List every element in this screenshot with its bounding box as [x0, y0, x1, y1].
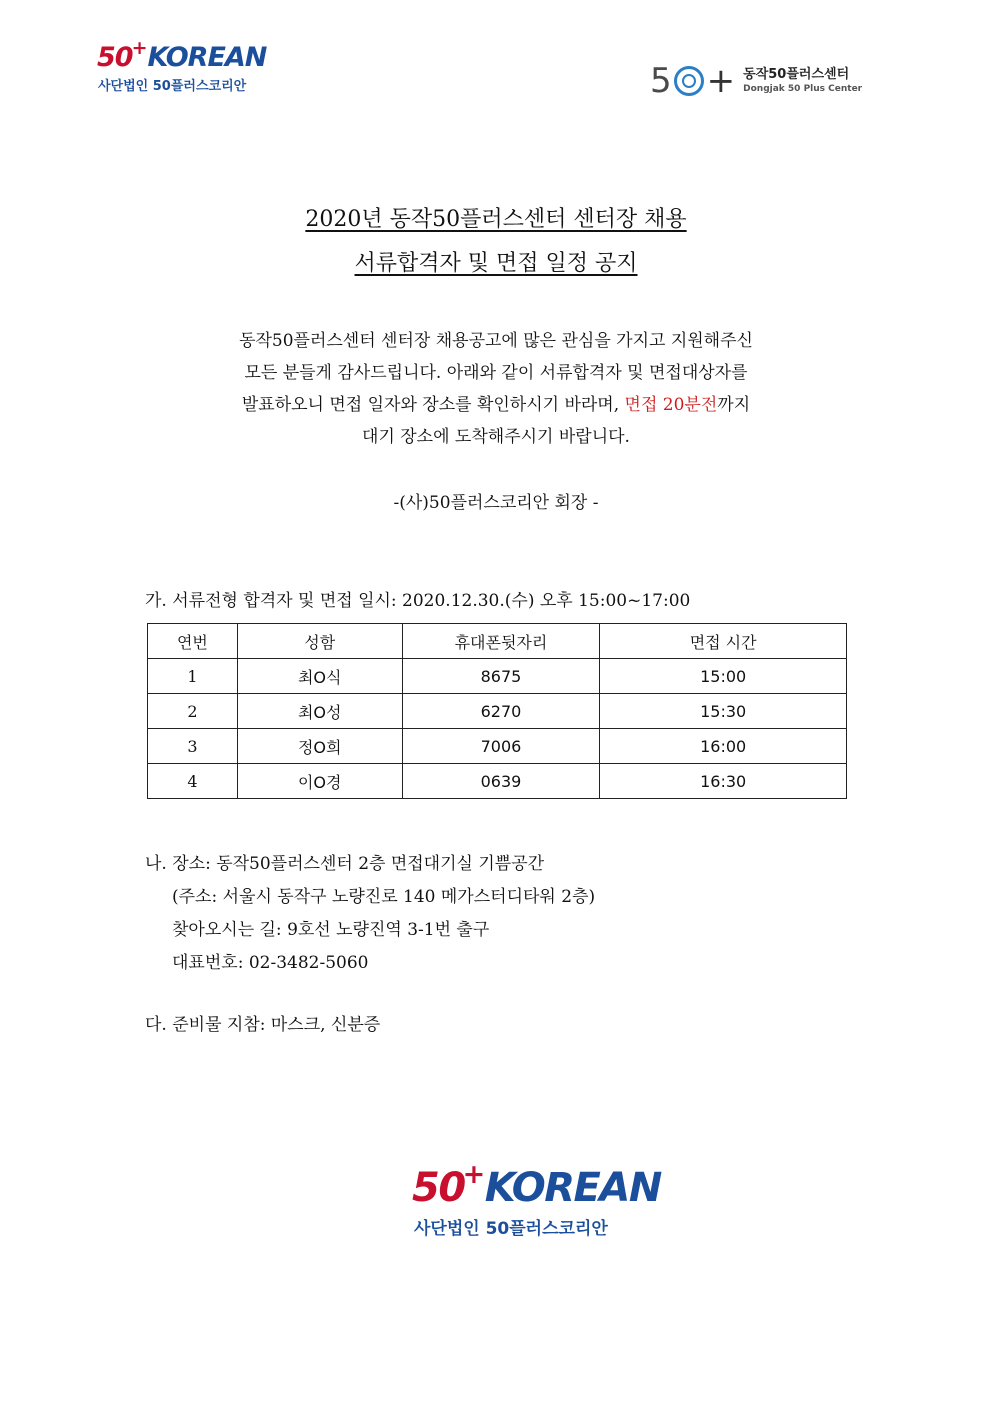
header-name: 성함 — [237, 624, 402, 659]
section-ga-title: 가. 서류전형 합격자 및 면접 일시: 2020.12.30.(수) 오후 15:00~17:00 — [145, 591, 691, 611]
intro-line3-pre: 발표하오니 면접 일자와 장소를 확인하시기 바라며, — [241, 395, 625, 415]
footer-logo-plus: + — [462, 1159, 484, 1190]
center-logo-ring-icon — [674, 66, 704, 96]
intro-highlight: 면접 20분전 — [624, 395, 718, 415]
cell-time: 16:30 — [600, 764, 847, 799]
center-logo-plus: + — [706, 61, 736, 101]
table-header-row — [148, 624, 847, 659]
table-row — [148, 729, 847, 764]
intro-line4: 대기 장소에 도착해주시기 바랍니다. — [362, 427, 630, 447]
footer-logo-wordmark — [412, 1159, 661, 1211]
title-line2-text: 서류합격자 및 면접 일정 공지 — [354, 251, 638, 276]
document-title-line2 — [0, 246, 992, 277]
intro-line3 — [150, 389, 842, 421]
footer-logo-subtitle: 사단법인 50플러스코리안 — [414, 1219, 608, 1239]
header-number: 연번 — [148, 624, 238, 659]
section-na — [145, 848, 595, 980]
center-logo-names — [743, 67, 862, 95]
section-na-phone: 대표번호: 02-3482-5060 — [172, 953, 369, 973]
section-na-address: (주소: 서울시 동작구 노량진로 140 메가스터디타워 2층) — [172, 887, 596, 907]
table-row — [148, 659, 847, 694]
center-name-english: Dongjak 50 Plus Center — [743, 83, 863, 94]
cell-time: 15:00 — [600, 659, 847, 694]
intro-paragraph — [150, 325, 842, 453]
cell-name: 최O식 — [237, 659, 402, 694]
table-row — [148, 764, 847, 799]
footer-logo-word: KOREAN — [484, 1165, 661, 1211]
section-na-title: 나. 장소: 동작50플러스센터 2층 면접대기실 기쁨공간 — [145, 854, 545, 874]
intro-line1: 동작50플러스센터 센터장 채용공고에 많은 관심을 가지고 지원해주신 — [239, 331, 753, 351]
logo-wordmark — [97, 37, 267, 73]
center-logo-dot-icon — [682, 74, 696, 88]
logo-50plus-korean-header — [97, 37, 267, 94]
cell-number: 1 — [148, 659, 238, 694]
cell-number: 4 — [148, 764, 238, 799]
center-name-korean: 동작50플러스센터 — [743, 67, 850, 83]
section-da-title: 다. 준비물 지참: 마스크, 신분증 — [145, 1015, 381, 1035]
logo-dongjak-50plus-center — [650, 61, 863, 101]
cell-time: 15:30 — [600, 694, 847, 729]
cell-name: 이O경 — [237, 764, 402, 799]
cell-time: 16:00 — [600, 729, 847, 764]
center-logo-five: 5 — [650, 61, 672, 101]
cell-phone: 6270 — [402, 694, 600, 729]
document-title-line1 — [0, 202, 992, 233]
title-line1-text: 2020년 동작50플러스센터 센터장 채용 — [305, 207, 687, 232]
cell-name: 정O희 — [237, 729, 402, 764]
cell-phone: 0639 — [402, 764, 600, 799]
logo-plus: + — [131, 37, 147, 59]
header-phone: 휴대폰뒷자리 — [402, 624, 600, 659]
interview-schedule-table — [147, 623, 847, 799]
cell-number: 3 — [148, 729, 238, 764]
cell-phone: 8675 — [402, 659, 600, 694]
table-row — [148, 694, 847, 729]
intro-line2: 모든 분들게 감사드립니다. 아래와 같이 서류합격자 및 면접대상자를 — [244, 363, 748, 383]
logo-number: 50 — [97, 42, 133, 73]
cell-name: 최O성 — [237, 694, 402, 729]
section-na-directions: 찾아오시는 길: 9호선 노량진역 3-1번 출구 — [172, 920, 490, 940]
logo-subtitle: 사단법인 50플러스코리안 — [98, 79, 247, 94]
intro-line3-post: 까지 — [717, 395, 751, 415]
header-time: 면접 시간 — [600, 624, 847, 659]
logo-word: KOREAN — [147, 42, 267, 73]
cell-phone: 7006 — [402, 729, 600, 764]
logo-50plus-korean-footer — [412, 1159, 661, 1239]
cell-number: 2 — [148, 694, 238, 729]
footer-logo-number: 50 — [412, 1165, 465, 1211]
signature: -(사)50플러스코리안 회장 - — [393, 493, 599, 513]
